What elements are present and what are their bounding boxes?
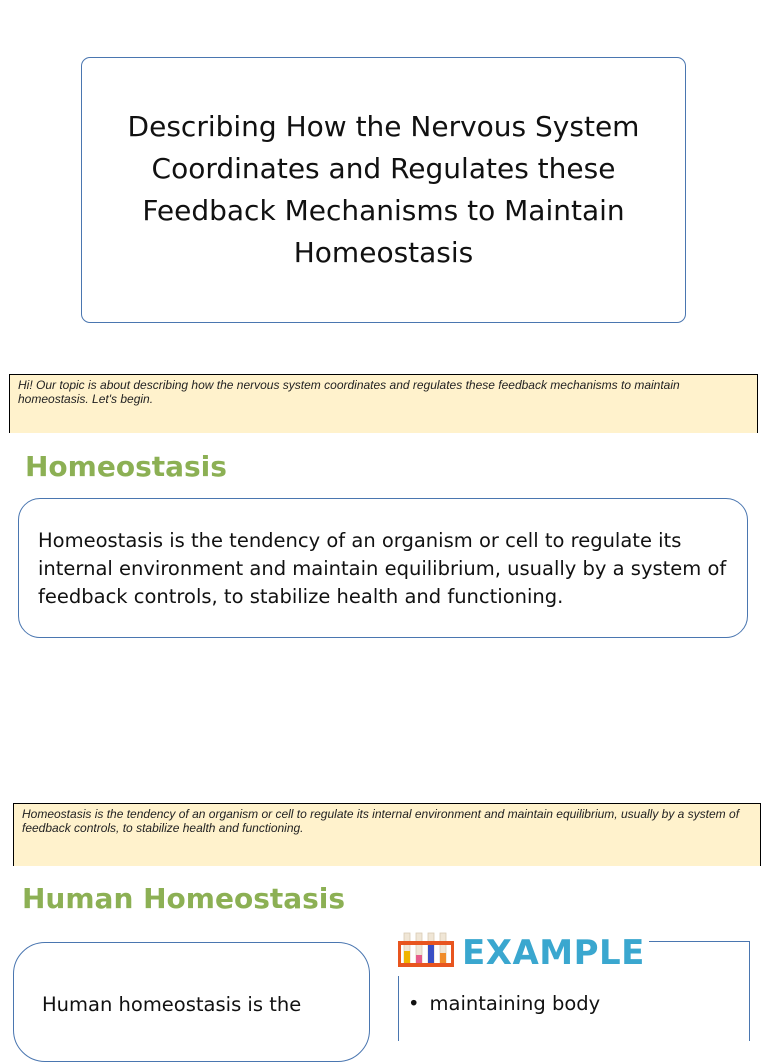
example-item-text: maintaining body bbox=[429, 992, 601, 1015]
human-homeostasis-box: Human homeostasis is the bbox=[13, 942, 370, 1062]
example-list-item bbox=[408, 990, 600, 1018]
title-slide-box bbox=[81, 57, 686, 323]
bullet-icon: • bbox=[408, 992, 420, 1015]
speaker-note-1: Hi! Our topic is about describing how the nervous system coordinates and regulates these feedback mechanisms to maintain homeostasis. Let's begin. bbox=[9, 374, 758, 433]
test-tubes-icon bbox=[396, 929, 458, 977]
speaker-note-2: Homeostasis is the tendency of an organism or cell to regulate its internal environment and maintain equilibrium, usually by a system of feedback controls, to stabilize health and functioning. bbox=[13, 803, 761, 866]
homeostasis-definition-box: Homeostasis is the tendency of an organism or cell to regulate its internal environment and maintain equilibrium, usually by a system of feedback controls, to stabilize health and functioning. bbox=[18, 498, 748, 638]
title-slide-title: Describing How the Nervous System Coordinates and Regulates these Feedback Mechanisms to Maintain Homeostasis bbox=[127, 110, 640, 269]
slide-heading-homeostasis: Homeostasis bbox=[25, 450, 227, 483]
example-label: EXAMPLE bbox=[462, 933, 645, 973]
slide-heading-human-homeostasis: Human Homeostasis bbox=[22, 882, 346, 915]
example-header bbox=[396, 930, 649, 976]
